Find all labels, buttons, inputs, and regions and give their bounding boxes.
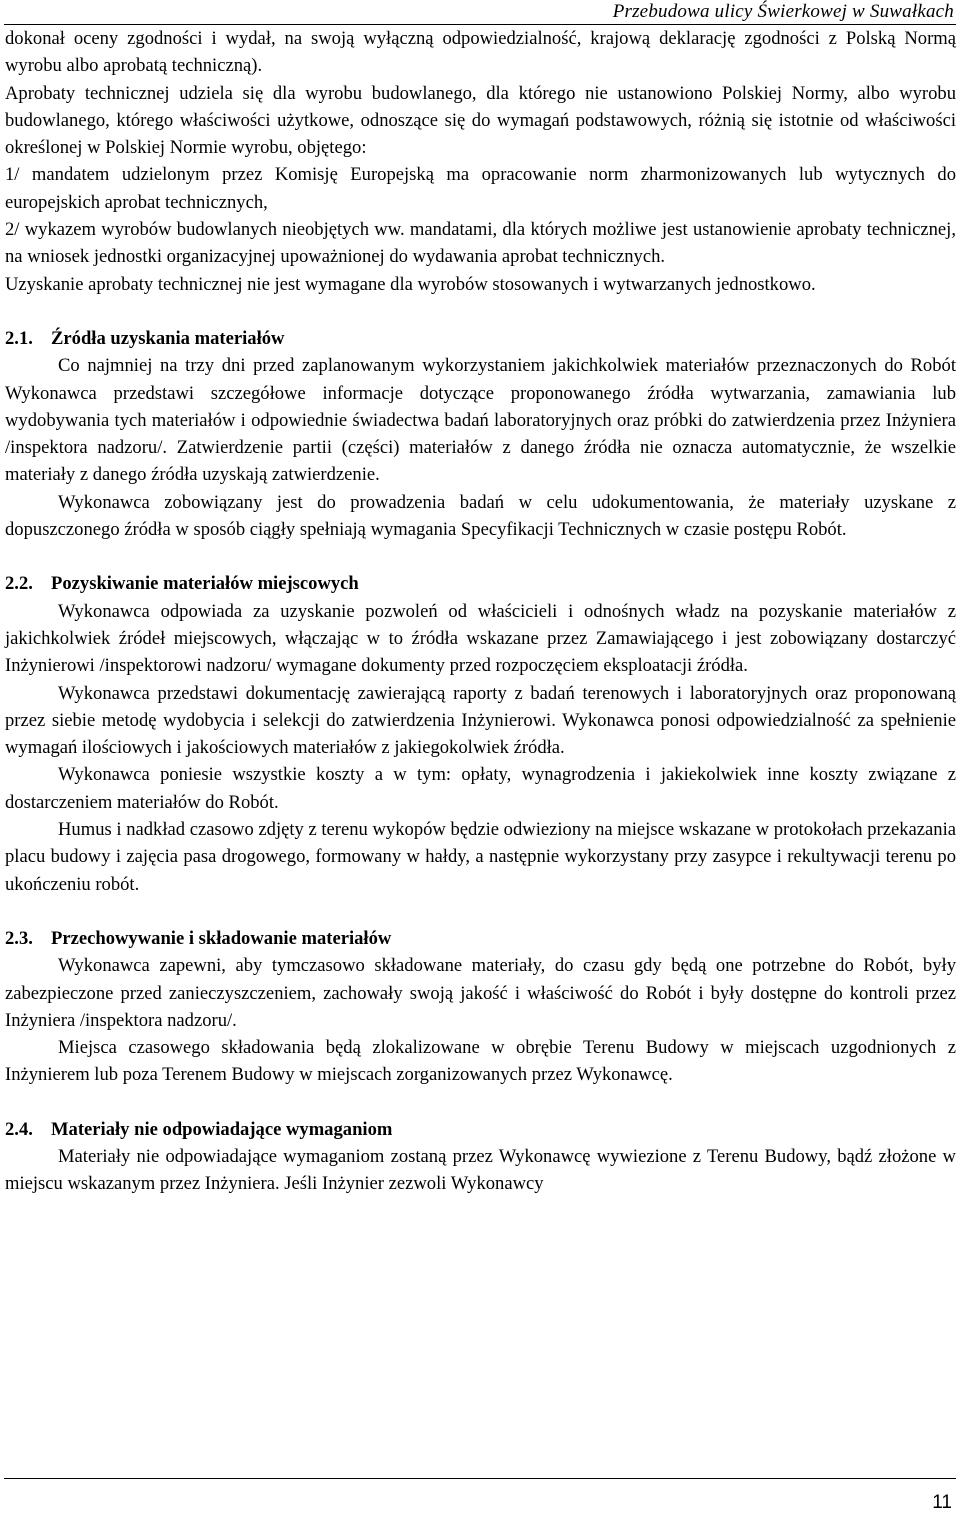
spacer <box>5 298 956 325</box>
section-2-3 <box>5 925 956 1089</box>
section-2-4 <box>5 1116 956 1198</box>
intro-block <box>5 25 956 298</box>
footer-rule <box>4 1478 956 1479</box>
section-paragraph: Wykonawca poniesie wszystkie koszty a w tym: opłaty, wynagrodzenia i jakiekolwiek inne koszty związane z dostarczeniem materiałów do Robót. <box>5 764 956 813</box>
section-heading <box>5 925 956 952</box>
page-number: 11 <box>932 1492 952 1513</box>
section-title: Źródła uzyskania materiałów <box>51 327 285 349</box>
section-title: Materiały nie odpowiadające wymaganiom <box>51 1118 393 1140</box>
intro-list-item: 2/ wykazem wyrobów budowlanych nieobjętych ww. mandatami, dla których możliwe jest ustanowienie aprobaty technicznej, na wniosek jednostki organizacyjnej upoważnionej do wydawania aprobat technicznych. <box>5 219 956 268</box>
section-paragraph: Humus i nadkład czasowo zdjęty z terenu wykopów będzie odwieziony na miejsce wskazane w protokołach przekazania placu budowy i zajęcia pasa drogowego, formowany w hałdy, a następnie wykorzystany przy zasypce i rekultywacji terenu po ukończeniu robót. <box>5 819 956 895</box>
section-heading <box>5 570 956 597</box>
section-paragraph: Miejsca czasowego składowania będą zlokalizowane w obrębie Terenu Budowy w miejscach uzgodnionych z Inżynierem lub poza Terenem Budowy w miejscach zorganizowanych przez Wykonawcę. <box>5 1037 956 1086</box>
intro-list-item: 1/ mandatem udzielonym przez Komisję Europejską ma opracowanie norm zharmonizowanych lub wytycznych do europejskich aprobat technicznych, <box>5 164 956 213</box>
spacer <box>5 1089 956 1116</box>
section-title: Pozyskiwanie materiałów miejscowych <box>51 573 359 595</box>
section-2-2 <box>5 570 956 898</box>
section-number: 2.3. <box>5 927 33 949</box>
page-header <box>0 0 960 26</box>
section-number: 2.4. <box>5 1118 33 1140</box>
spacer <box>5 543 956 570</box>
document-title: Przebudowa ulicy Świerkowej w Suwałkach <box>612 1 954 22</box>
section-paragraph: Co najmniej na trzy dni przed zaplanowanym wykorzystaniem jakichkolwiek materiałów przeznaczonych do Robót Wykonawca przedstawi szczegółowe informacje dotyczące proponowanego źródła wytwarzania, zamawiania lub wydobywania tych materiałów i odpowiednie świadectwa badań laboratoryjnych oraz próbki do zatwierdzenia przez Inżyniera /inspektora nadzoru/. Zatwierdzenie partii (części) materiałów z danego źródła nie oznacza automatycznie, że wszelkie materiały z danego źródła uzyskają zatwierdzenie. <box>5 355 956 486</box>
section-heading <box>5 325 956 352</box>
intro-paragraph: Uzyskanie aprobaty technicznej nie jest wymagane dla wyrobów stosowanych i wytwarzanych jednostkowo. <box>5 273 816 295</box>
spacer <box>5 898 956 925</box>
intro-paragraph: Aprobaty technicznej udziela się dla wyrobu budowlanego, dla którego nie ustanowiono Polskiej Normy, albo wyrobu budowlanego, którego właściwości użytkowe, odnoszące się do wymagań podstawowych, różnią się istotnie od właściwości określonej w Polskiej Normie wyrobu, objętego: <box>5 82 956 159</box>
document-body <box>5 25 956 1198</box>
section-title: Przechowywanie i składowanie materiałów <box>51 927 392 949</box>
section-paragraph: Materiały nie odpowiadające wymaganiom zostaną przez Wykonawcę wywiezione z Terenu Budowy, bądź złożone w miejscu wskazanym przez Inżyniera. Jeśli Inżynier zezwoli Wykonawcy <box>5 1145 956 1195</box>
section-number: 2.2. <box>5 573 33 595</box>
section-heading <box>5 1116 956 1143</box>
section-number: 2.1. <box>5 327 33 349</box>
section-paragraph: Wykonawca zapewni, aby tymczasowo składowane materiały, do czasu gdy będą one potrzebne do Robót, były zabezpieczone przed zanieczyszczeniem, zachowały swoją jakość i właściwość do Robót i były dostępne do kontroli przez Inżyniera /inspektora nadzoru/. <box>5 955 956 1031</box>
section-2-1 <box>5 325 956 543</box>
section-paragraph: Wykonawca zobowiązany jest do prowadzenia badań w celu udokumentowania, że materiały uzyskane z dopuszczonego źródła w sposób ciągły spełniają wymagania Specyfikacji Technicznych w czasie postępu Robót. <box>5 491 956 541</box>
section-paragraph: Wykonawca przedstawi dokumentację zawierającą raporty z badań terenowych i laboratoryjnych oraz proponowaną przez siebie metodę wydobycia i selekcji do zatwierdzenia Inżynierowi. Wykonawca ponosi odpowiedzialność za spełnienie wymagań ilościowych i jakościowych materiałów z jakiegokolwiek źródła. <box>5 682 956 759</box>
section-paragraph: Wykonawca odpowiada za uzyskanie pozwoleń od właścicieli i odnośnych władz na pozyskanie materiałów z jakichkolwiek źródeł miejscowych, włączając w to źródła wskazane przez Zamawiającego i jest zobowiązany dostarczyć Inżynierowi /inspektorowi nadzoru/ wymagane dokumenty przed rozpoczęciem eksploatacji źródła. <box>5 600 956 677</box>
intro-paragraph: dokonał oceny zgodności i wydał, na swoją wyłączną odpowiedzialność, krajową deklarację zgodności z Polską Normą wyrobu albo aprobatą techniczną). <box>5 28 956 77</box>
